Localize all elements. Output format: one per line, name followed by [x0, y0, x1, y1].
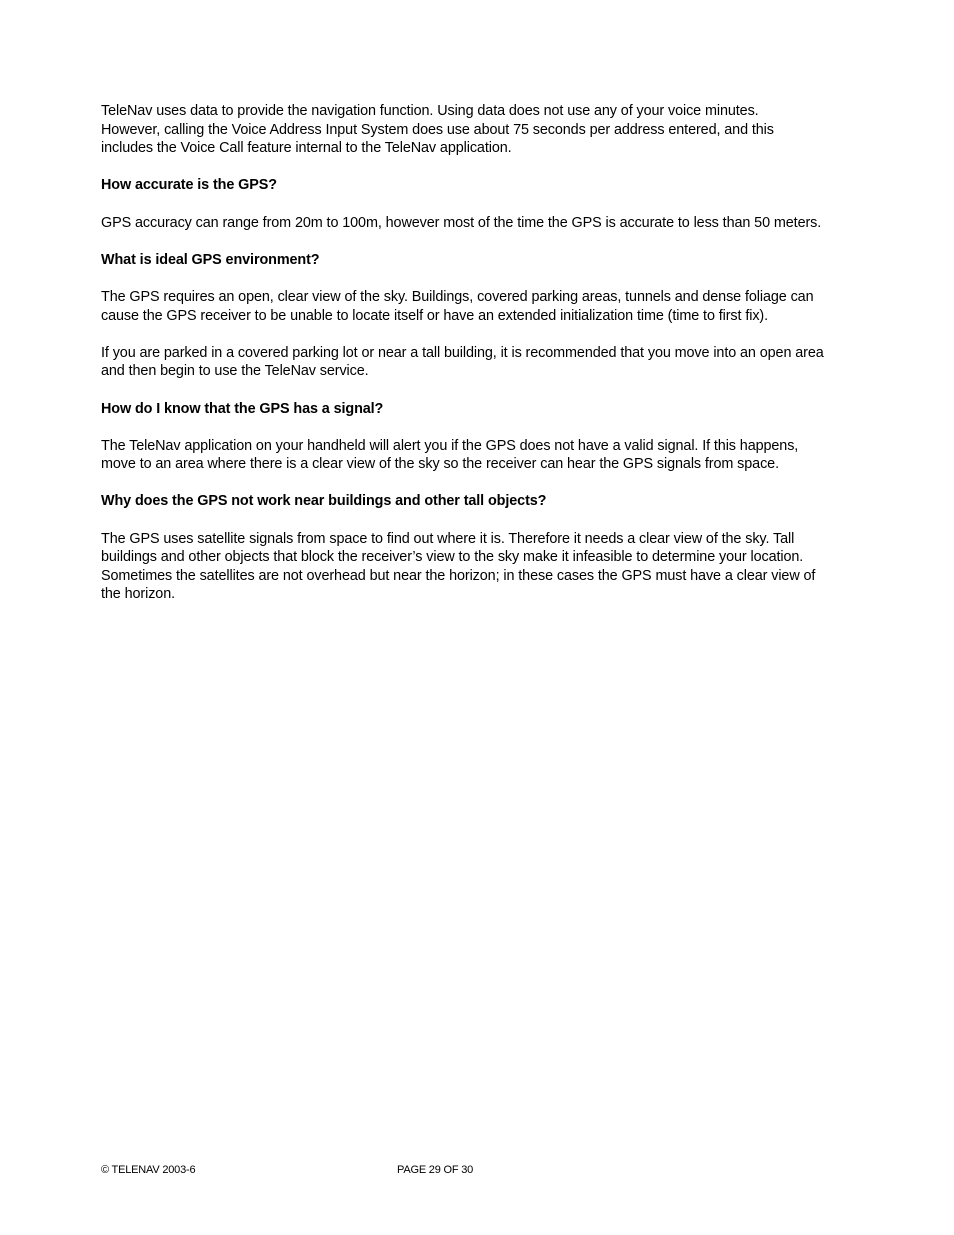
spacer — [101, 511, 861, 530]
paragraph-gps-signal: The TeleNav application on your handheld will alert you if the GPS does not have a valid signal. If this happens, move to an area where there is a clear view of the sky so the receiver can hear the GPS signals from space. — [101, 437, 799, 473]
paragraph-gps-accuracy: GPS accuracy can range from 20m to 100m, however most of the time the GPS is accurate to less than 50 meters. — [101, 214, 822, 231]
paragraph-covered-parking: If you are parked in a covered parking lot or near a tall building, it is recommended that you move into an open area and then begin to use the TeleNav service. — [101, 344, 824, 380]
spacer — [101, 269, 861, 288]
footer-page-number: PAGE 29 OF 30 — [397, 1164, 474, 1176]
spacer — [101, 232, 861, 251]
paragraph-tall-objects: The GPS uses satellite signals from space to find out where it is. Therefore it needs a clear view of the sky. Tall buildings and other objects that block the receiver’s view to the sky make it infeasible to determine your location. Sometimes the satellites are not overhead but near the horizon; in these cases the GPS must have a clear view of the horizon. — [101, 530, 816, 603]
paragraph-data-usage: TeleNav uses data to provide the navigation function. Using data does not use any of your voice minutes. However, calling the Voice Address Input System does use about 75 seconds per address entered, and this includes the Voice Call feature internal to the TeleNav application. — [101, 103, 774, 157]
heading-gps-signal: How do I know that the GPS has a signal? — [101, 400, 384, 417]
heading-tall-objects: Why does the GPS not work near buildings and other tall objects? — [101, 493, 547, 510]
document-body — [101, 102, 861, 604]
footer-copyright: © TELENAV 2003-6 — [101, 1164, 196, 1176]
spacer — [101, 325, 861, 344]
spacer — [101, 158, 861, 177]
paragraph-gps-environment: The GPS requires an open, clear view of the sky. Buildings, covered parking areas, tunnels and dense foliage can cause the GPS receiver to be unable to locate itself or have an extended initialization time (time to first fix). — [101, 288, 814, 324]
spacer — [101, 474, 861, 493]
spacer — [101, 195, 861, 214]
spacer — [101, 418, 861, 437]
heading-gps-accuracy: How accurate is the GPS? — [101, 177, 277, 194]
spacer — [101, 381, 861, 400]
heading-gps-environment: What is ideal GPS environment? — [101, 251, 320, 268]
